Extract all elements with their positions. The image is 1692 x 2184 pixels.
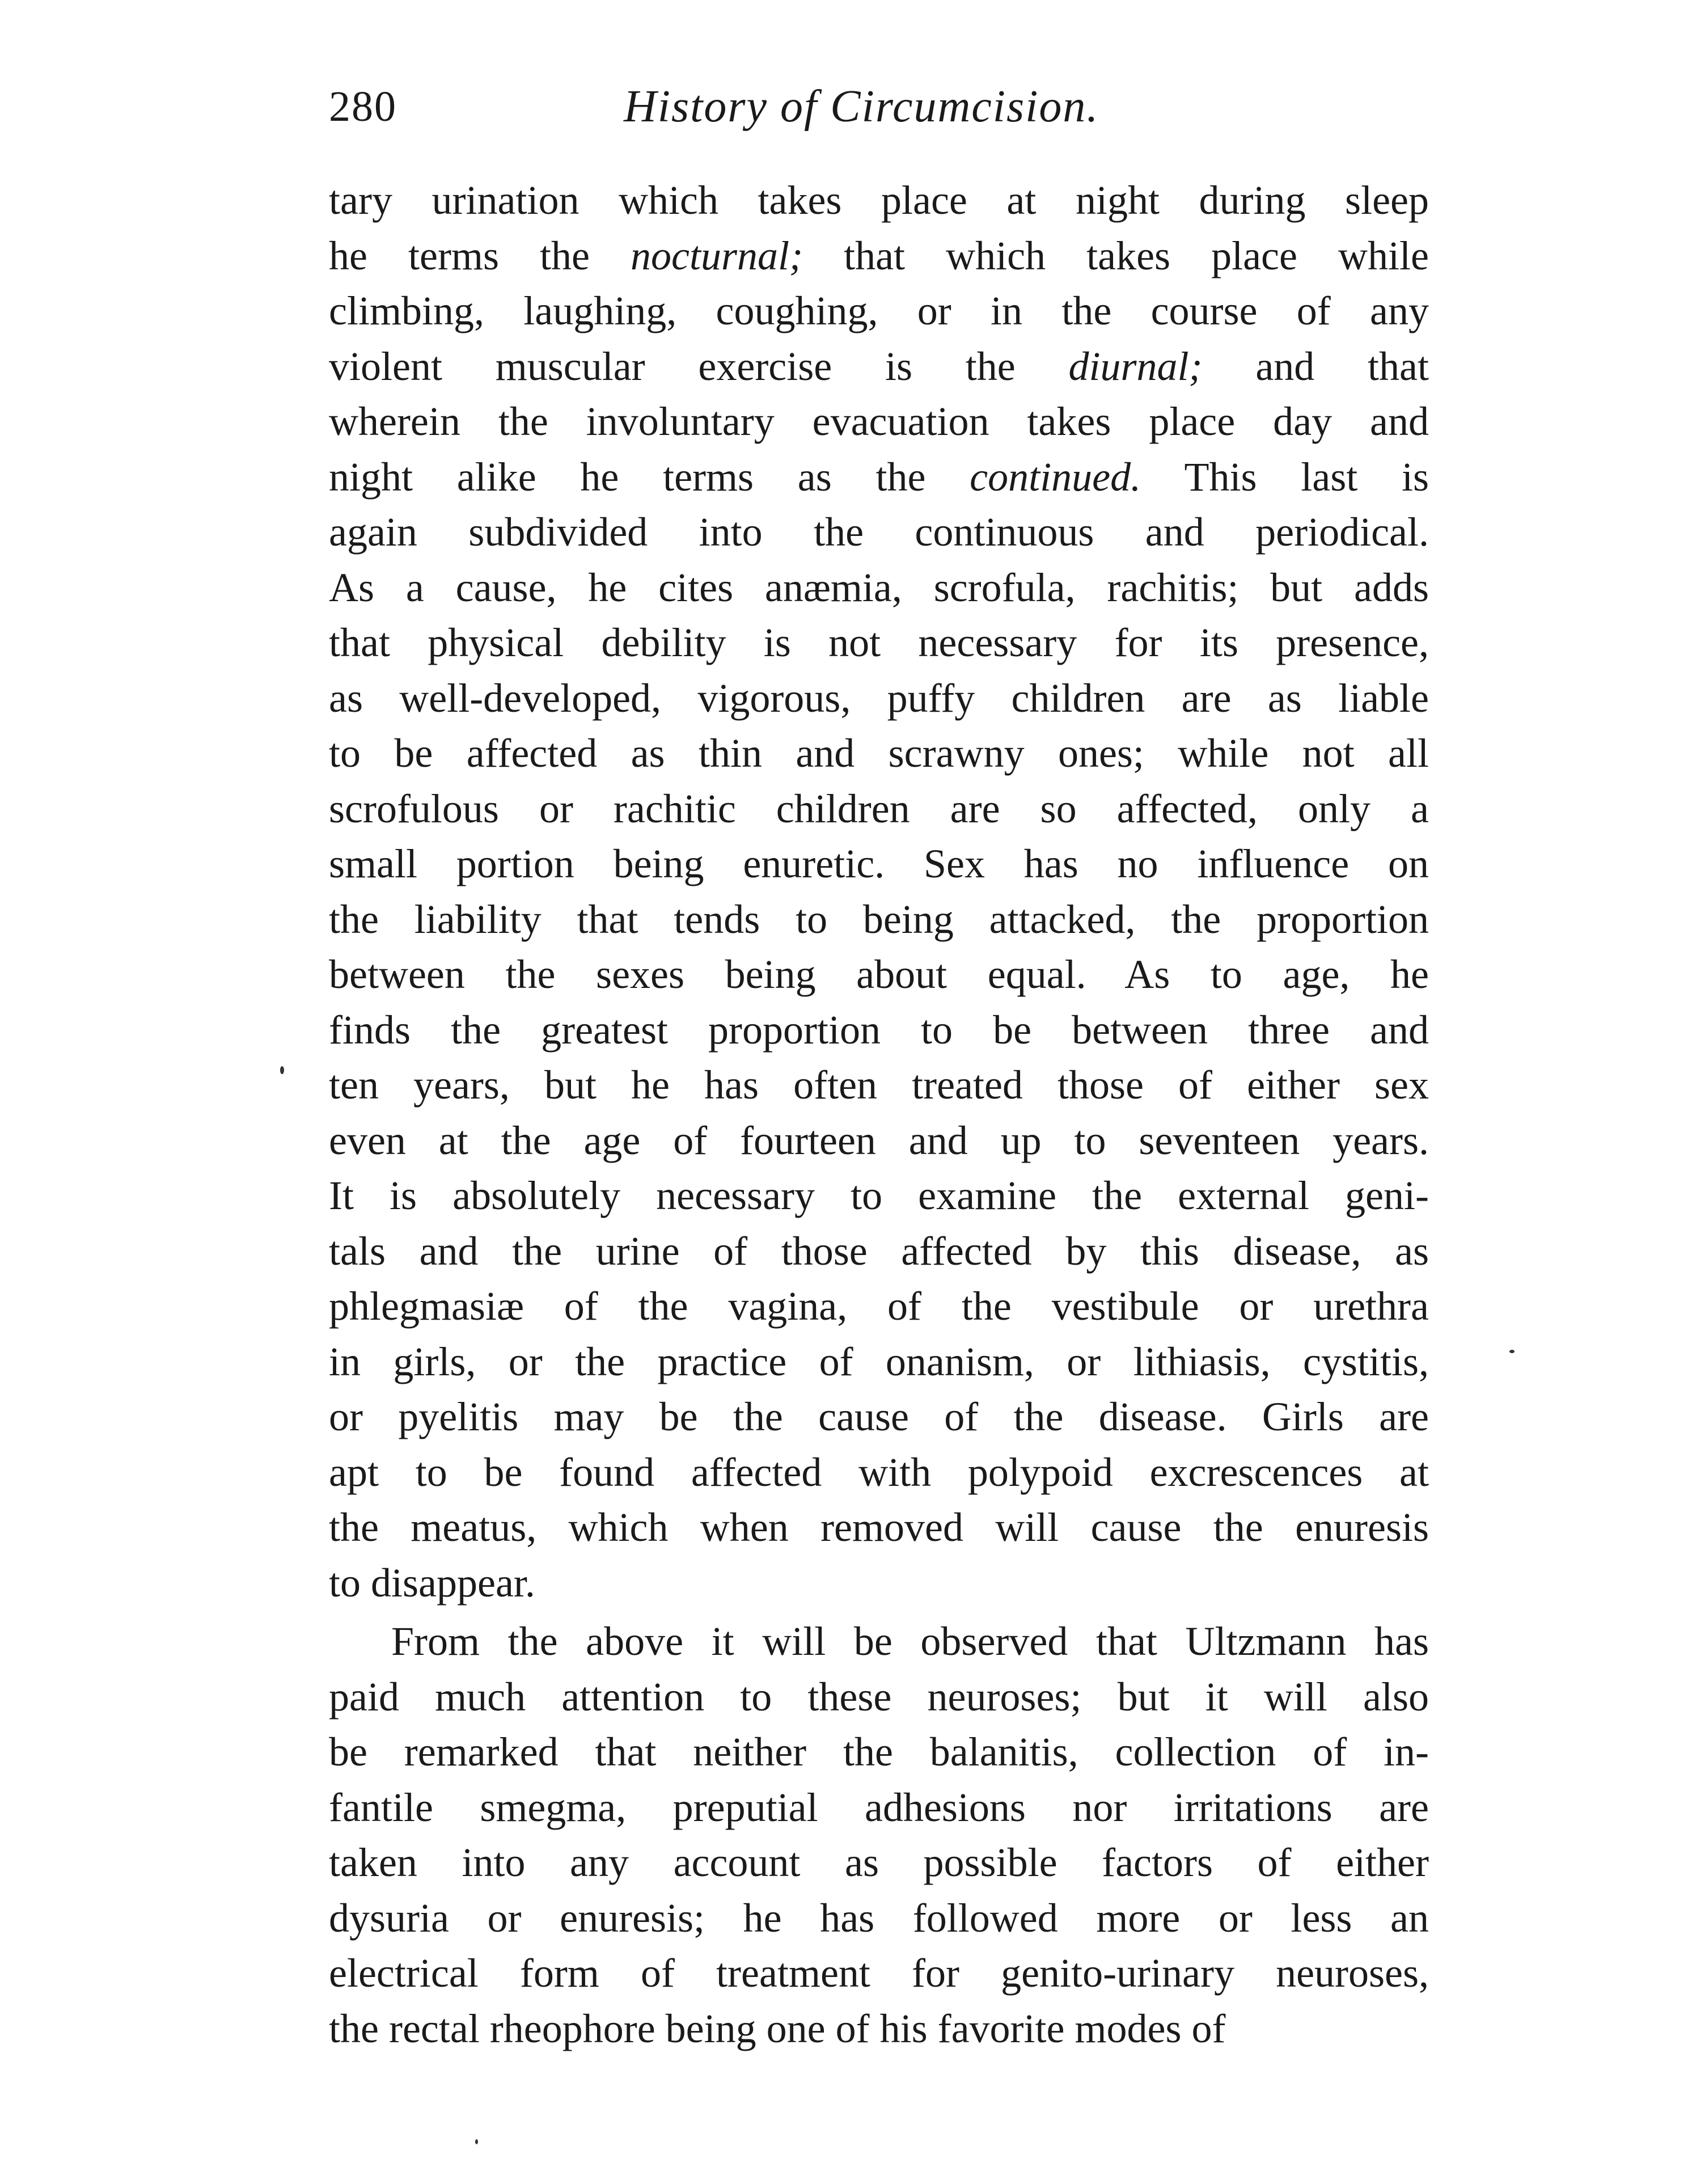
text-segment: It is absolutely necessary to examine the external geni-	[329, 1173, 1429, 1218]
text-segment: apt to be found affected with polypoid excrescences at	[329, 1449, 1429, 1495]
paragraph	[329, 1614, 1429, 2056]
print-speck	[280, 1066, 284, 1074]
text-segment: paid much attention to these neuroses; but it will also	[329, 1674, 1429, 1720]
text-segment: or pyelitis may be the cause of the disease. Girls are	[329, 1394, 1429, 1439]
text-segment: as well-developed, vigorous, puffy children are as liable	[329, 675, 1429, 721]
text-segment: electrical form of treatment for genito-urinary neuroses,	[329, 1950, 1429, 1996]
text-segment: that physical debility is not necessary for its presence,	[329, 620, 1429, 665]
text-segment: the meatus, which when removed will cause the enuresis	[329, 1505, 1429, 1550]
text-segment: dysuria or enuresis; he has followed more or less an	[329, 1895, 1429, 1941]
text-line	[329, 1389, 1429, 1445]
print-speck	[475, 2139, 478, 2144]
text-line	[329, 615, 1429, 671]
text-segment: and that	[1202, 343, 1429, 389]
text-segment: to disappear.	[329, 1560, 535, 1606]
print-speck	[1509, 1350, 1515, 1353]
body-text	[329, 173, 1429, 2056]
text-segment: in girls, or the practice of onanism, or lithiasis, cystitis,	[329, 1338, 1429, 1384]
text-line	[329, 560, 1429, 616]
text-segment: tary urination which takes place at night during sleep	[329, 178, 1429, 223]
text-line	[329, 1003, 1429, 1058]
text-line	[329, 1113, 1429, 1169]
text-line	[329, 726, 1429, 781]
paragraph	[329, 173, 1429, 1611]
text-segment: As a cause, he cites anæmia, scrofula, rachitis; but adds	[329, 564, 1429, 610]
italic-term: diurnal;	[1068, 343, 1203, 389]
text-line	[329, 1835, 1429, 1891]
text-line	[329, 229, 1429, 284]
text-segment: This last is	[1141, 454, 1429, 500]
text-segment: climbing, laughing, coughing, or in the course of any	[329, 288, 1429, 333]
text-segment: the rectal rheophore being one of his favorite modes of	[329, 2005, 1226, 2051]
running-title: History of Circumcision.	[624, 82, 1099, 132]
text-segment: be remarked that neither the balanitis, collection of in-	[329, 1729, 1429, 1775]
text-segment: small portion being enuretic. Sex has no influence on	[329, 841, 1429, 886]
text-line	[329, 173, 1429, 229]
text-line	[329, 781, 1429, 837]
text-segment: again subdivided into the continuous and periodical.	[329, 509, 1429, 555]
text-segment: he terms the	[329, 233, 631, 278]
text-segment: violent muscular exercise is the	[329, 343, 1069, 389]
text-segment: scrofulous or rachitic children are so affected, only a	[329, 785, 1429, 831]
text-segment: wherein the involuntary evacuation takes place day and	[329, 399, 1429, 444]
text-line	[329, 1500, 1429, 1556]
page-header	[329, 78, 1423, 141]
text-line	[329, 1946, 1429, 2001]
text-segment: the liability that tends to being attacked, the proportion	[329, 896, 1429, 942]
text-segment: between the sexes being about equal. As to age, he	[329, 952, 1429, 997]
text-line	[329, 1891, 1429, 1946]
italic-term: nocturnal;	[631, 233, 803, 278]
text-line	[329, 1445, 1429, 1501]
text-line	[329, 1334, 1429, 1390]
text-line	[329, 505, 1429, 560]
text-line	[329, 1058, 1429, 1113]
text-segment: even at the age of fourteen and up to seventeen years.	[329, 1117, 1429, 1163]
text-segment: taken into any account as possible factors of either	[329, 1840, 1429, 1885]
text-line	[329, 2001, 1429, 2057]
text-segment: ten years, but he has often treated those of either sex	[329, 1062, 1429, 1108]
text-segment: From the above it will be observed that Ultzmann has	[391, 1619, 1429, 1664]
italic-term: continued.	[970, 454, 1141, 500]
text-line	[329, 671, 1429, 726]
text-segment: to be affected as thin and scrawny ones; while not all	[329, 730, 1429, 776]
text-line	[329, 394, 1429, 450]
text-line	[329, 284, 1429, 339]
text-segment: that which takes place while	[803, 233, 1429, 278]
text-line	[329, 1556, 1429, 1611]
text-line	[329, 892, 1429, 948]
text-segment: night alike he terms as the	[329, 454, 970, 500]
text-line	[329, 450, 1429, 505]
page-number: 280	[329, 83, 397, 130]
text-line	[329, 837, 1429, 892]
text-segment: phlegmasiæ of the vagina, of the vestibule or urethra	[329, 1283, 1429, 1329]
text-line	[329, 1224, 1429, 1279]
text-line	[329, 1614, 1429, 1670]
text-line	[329, 1780, 1429, 1836]
text-segment: fantile smegma, preputial adhesions nor irritations are	[329, 1784, 1429, 1830]
text-segment: tals and the urine of those affected by this disease, as	[329, 1228, 1429, 1274]
text-segment: finds the greatest proportion to be between three and	[329, 1007, 1429, 1053]
text-line	[329, 339, 1429, 395]
text-line	[329, 1670, 1429, 1725]
text-line	[329, 947, 1429, 1003]
text-line	[329, 1279, 1429, 1334]
text-line	[329, 1725, 1429, 1780]
text-line	[329, 1168, 1429, 1224]
